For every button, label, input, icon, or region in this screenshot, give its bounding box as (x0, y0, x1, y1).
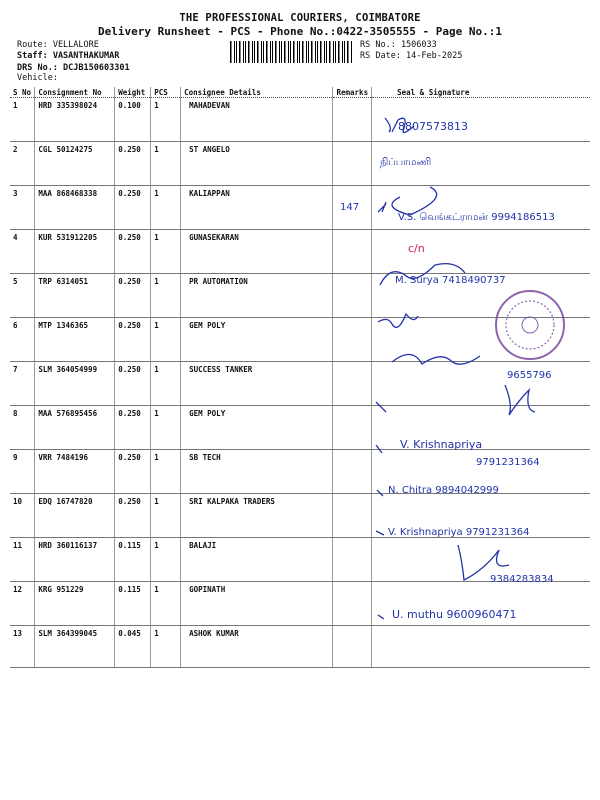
signature-row-9-name: V. Krishnapriya (400, 438, 483, 451)
barcode-bar (279, 41, 280, 63)
barcode-bar (335, 41, 336, 63)
vehicle-label: Vehicle: (17, 73, 58, 83)
cell-weight: 0.250 (115, 274, 151, 318)
cell-sno: 13 (10, 626, 35, 668)
cell-seal-signature (372, 406, 590, 450)
cell-pcs: 1 (151, 538, 181, 582)
cell-remarks (333, 450, 372, 494)
cell-weight: 0.250 (115, 450, 151, 494)
col-consignment-no: Consignment No (35, 87, 115, 98)
barcode-bar (284, 41, 286, 63)
rs-number: RS No.: 1506033 (360, 40, 437, 50)
cell-consignee: BALAJI (181, 538, 333, 582)
cell-consignment-no: SLM 364399045 (35, 626, 115, 668)
barcode-bar (290, 41, 291, 63)
cell-remarks (333, 362, 372, 406)
cell-sno: 5 (10, 274, 35, 318)
barcode-bar (252, 41, 253, 63)
barcode-bar (248, 41, 250, 63)
cell-remarks (333, 142, 372, 186)
cell-pcs: 1 (151, 406, 181, 450)
cell-consignee: GEM POLY (181, 406, 333, 450)
col-consignee-details: Consignee Details (181, 87, 333, 98)
cell-remarks (333, 186, 372, 230)
remark-row-4: c/n (408, 242, 425, 255)
table-row (10, 406, 590, 450)
barcode-bar (344, 41, 345, 63)
table-row (10, 98, 590, 142)
signature-row-3: V.S. வெங்கட்ராமன் 9994186513 (398, 212, 555, 223)
barcode-bar (317, 41, 318, 63)
cell-remarks (333, 274, 372, 318)
cell-consignment-no: MTP 1346365 (35, 318, 115, 362)
barcode-bar (326, 41, 327, 63)
table-header-row (10, 87, 590, 98)
barcode-bar (306, 41, 307, 63)
col-weight: Weight (115, 87, 151, 98)
signature-row-1: 8807573813 (398, 120, 468, 133)
cell-sno: 8 (10, 406, 35, 450)
table-row (10, 626, 590, 668)
document-subtitle: Delivery Runsheet - PCS - Phone No.:0422-3505555 - Page No.:1 (98, 25, 502, 38)
cell-consignment-no: CGL 50124275 (35, 142, 115, 186)
table-row (10, 274, 590, 318)
barcode-bar (234, 41, 235, 63)
cell-seal-signature (372, 318, 590, 362)
cell-weight: 0.250 (115, 318, 151, 362)
cell-seal-signature (372, 582, 590, 626)
table-row (10, 582, 590, 626)
barcode-image (230, 41, 353, 63)
cell-consignee: MAHADEVAN (181, 98, 333, 142)
cell-remarks (333, 582, 372, 626)
cell-sno: 2 (10, 142, 35, 186)
table-row (10, 318, 590, 362)
cell-pcs: 1 (151, 582, 181, 626)
cell-weight: 0.250 (115, 142, 151, 186)
barcode-bar (351, 41, 352, 63)
cell-pcs: 1 (151, 362, 181, 406)
cell-sno: 11 (10, 538, 35, 582)
cell-weight: 0.250 (115, 494, 151, 538)
barcode-bar (299, 41, 300, 63)
barcode-bar (270, 41, 271, 63)
barcode-bar (245, 41, 246, 63)
cell-weight: 0.250 (115, 186, 151, 230)
cell-sno: 12 (10, 582, 35, 626)
cell-weight: 0.115 (115, 582, 151, 626)
cell-weight: 0.045 (115, 626, 151, 668)
cell-pcs: 1 (151, 98, 181, 142)
cell-weight: 0.250 (115, 406, 151, 450)
cell-consignee: SUCCESS TANKER (181, 362, 333, 406)
table-row (10, 142, 590, 186)
barcode-bar (347, 41, 349, 63)
signature-row-9-phone: 9791231364 (476, 457, 540, 468)
barcode-bar (272, 41, 273, 63)
barcode-bar (302, 41, 304, 63)
col-pcs: PCS (151, 87, 181, 98)
cell-seal-signature (372, 98, 590, 142)
cell-seal-signature (372, 274, 590, 318)
cell-remarks (333, 626, 372, 668)
cell-consignee: SB TECH (181, 450, 333, 494)
cell-seal-signature (372, 450, 590, 494)
cell-weight: 0.250 (115, 362, 151, 406)
cell-sno: 7 (10, 362, 35, 406)
cell-remarks (333, 230, 372, 274)
cell-pcs: 1 (151, 318, 181, 362)
cell-remarks (333, 406, 372, 450)
barcode-bar (311, 41, 313, 63)
cell-pcs: 1 (151, 274, 181, 318)
barcode-bar (338, 41, 340, 63)
barcode-bar (275, 41, 277, 63)
cell-weight: 0.100 (115, 98, 151, 142)
cell-consignment-no: MAA 576895456 (35, 406, 115, 450)
cell-seal-signature (372, 626, 590, 668)
cell-seal-signature (372, 494, 590, 538)
barcode-bar (329, 41, 331, 63)
cell-pcs: 1 (151, 186, 181, 230)
barcode-bar (257, 41, 259, 63)
cell-consignee: GOPINATH (181, 582, 333, 626)
cell-remarks (333, 318, 372, 362)
cell-remarks (333, 98, 372, 142)
document-title: THE PROFESSIONAL COURIERS, COIMBATORE (179, 12, 421, 24)
barcode-bar (324, 41, 325, 63)
cell-pcs: 1 (151, 626, 181, 668)
cell-seal-signature (372, 142, 590, 186)
cell-consignment-no: VRR 7484196 (35, 450, 115, 494)
col-sno: S No (10, 87, 35, 98)
signature-row-12: 9384283834 (490, 574, 554, 585)
route-label: Route: VELLALORE (17, 40, 99, 50)
col-seal-signature: Seal & Signature (372, 87, 590, 98)
barcode-bar (297, 41, 298, 63)
cell-remarks (333, 494, 372, 538)
cell-consignee: GEM POLY (181, 318, 333, 362)
cell-consignment-no: SLM 364054999 (35, 362, 115, 406)
signature-row-7: 9655796 (507, 370, 552, 381)
signature-row-5: M. Surya 7418490737 (395, 275, 506, 286)
barcode-bar (281, 41, 282, 63)
cell-pcs: 1 (151, 142, 181, 186)
cell-seal-signature (372, 538, 590, 582)
barcode-bar (261, 41, 262, 63)
table-row (10, 186, 590, 230)
table-row (10, 450, 590, 494)
signature-row-10: N. Chitra 9894042999 (388, 485, 499, 496)
barcode-bar (266, 41, 268, 63)
table-row (10, 230, 590, 274)
table-row (10, 538, 590, 582)
cell-consignee: ST ANGELO (181, 142, 333, 186)
cell-remarks (333, 538, 372, 582)
barcode-bar (239, 41, 241, 63)
table-row (10, 494, 590, 538)
barcode-bar (333, 41, 334, 63)
cell-consignee: GUNASEKARAN (181, 230, 333, 274)
col-remarks: Remarks (333, 87, 372, 98)
barcode-bar (230, 41, 232, 63)
cell-consignment-no: KRG 951229 (35, 582, 115, 626)
cell-pcs: 1 (151, 494, 181, 538)
barcode-bar (236, 41, 237, 63)
cell-weight: 0.250 (115, 230, 151, 274)
cell-consignment-no: HRD 335398024 (35, 98, 115, 142)
table-row (10, 362, 590, 406)
barcode-bar (308, 41, 309, 63)
cell-sno: 10 (10, 494, 35, 538)
cell-sno: 6 (10, 318, 35, 362)
cell-consignment-no: HRD 360116137 (35, 538, 115, 582)
drs-number: DRS No.: DCJB150603301 (17, 63, 130, 73)
cell-weight: 0.115 (115, 538, 151, 582)
barcode-bar (263, 41, 264, 63)
signature-row-11: V. Krishnapriya 9791231364 (388, 527, 530, 538)
cell-consignee: ASHOK KUMAR (181, 626, 333, 668)
signature-row-2: நிப்பாமணி (380, 157, 432, 168)
cell-seal-signature (372, 230, 590, 274)
cell-consignment-no: KUR 531912205 (35, 230, 115, 274)
cell-sno: 4 (10, 230, 35, 274)
cell-pcs: 1 (151, 230, 181, 274)
barcode-bar (293, 41, 295, 63)
cell-consignment-no: MAA 868468338 (35, 186, 115, 230)
runsheet-table (10, 87, 590, 668)
cell-sno: 9 (10, 450, 35, 494)
cell-seal-signature (372, 362, 590, 406)
barcode-bar (320, 41, 322, 63)
rs-date: RS Date: 14-Feb-2025 (360, 51, 463, 61)
staff-label: Staff: VASANTHAKUMAR (17, 51, 120, 61)
barcode-bar (315, 41, 316, 63)
cell-consignee: PR AUTOMATION (181, 274, 333, 318)
cell-sno: 1 (10, 98, 35, 142)
cell-seal-signature (372, 186, 590, 230)
barcode-bar (254, 41, 255, 63)
cell-pcs: 1 (151, 450, 181, 494)
barcode-bar (243, 41, 244, 63)
cell-consignment-no: TRP 6314051 (35, 274, 115, 318)
remark-row-3: 147 (340, 202, 360, 213)
cell-consignment-no: EDQ 16747820 (35, 494, 115, 538)
cell-consignee: SRI KALPAKA TRADERS (181, 494, 333, 538)
signature-row-13: U. muthu 9600960471 (392, 608, 517, 621)
cell-sno: 3 (10, 186, 35, 230)
cell-consignee: KALIAPPAN (181, 186, 333, 230)
barcode-bar (342, 41, 343, 63)
barcode-bar (288, 41, 289, 63)
